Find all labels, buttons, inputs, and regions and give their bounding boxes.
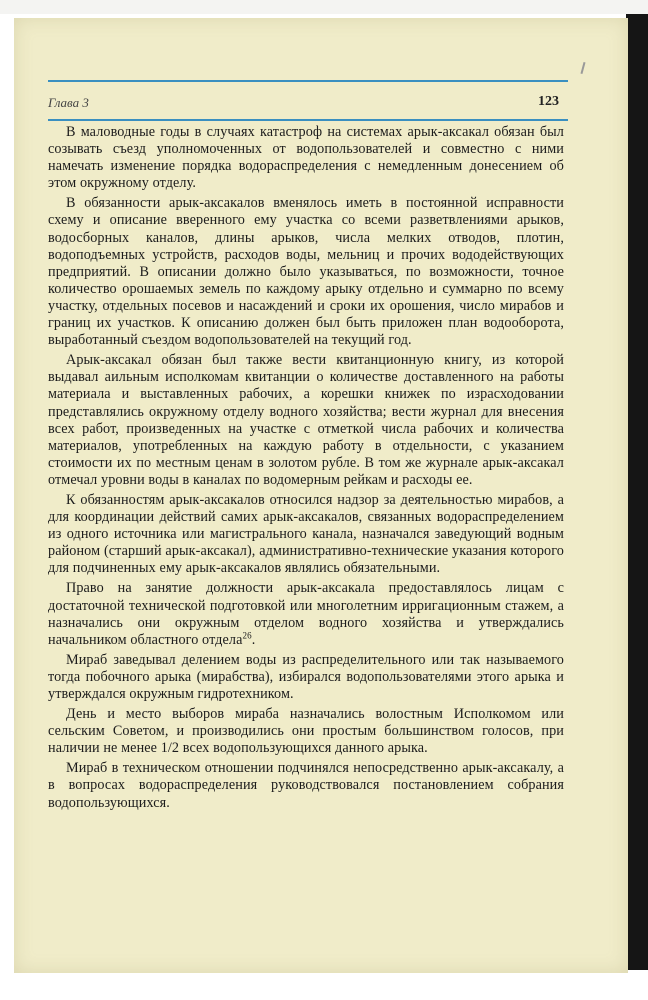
footnote-reference: 26 (242, 629, 252, 640)
header-rule-top (48, 80, 568, 82)
paragraph: День и место выборов мираба назначались волостным Исполкомом или сельским Советом, и производились они простым большинством голосов, при наличии не менее 1/2 всех водопользующихся данного арыка. (48, 706, 564, 757)
paragraph: К обязанностям арык-аксакалов относился надзор за деятельностью мирабов, а для координации действий самих арык-аксакалов, связанных водораспределением из одного источника или магистрального канала, назначался заведующий водным районом (старший арык-аксакал), административно-технические указания которого для подчиненных ему арык-аксакалов являлись обязательными. (48, 491, 564, 577)
scan-top-margin (0, 0, 648, 14)
page-body (48, 124, 564, 815)
paragraph-text: Право на занятие должности арык-аксакала предоставлялось лицам с достаточной технической подготовкой или многолетним ирригационным стажем, а назначались они окружным отделом водного хозяйства и утверждались начальником областного отдела (48, 580, 564, 648)
paragraph: В обязанности арык-аксакалов вменялось иметь в постоянной исправности схему и описание вверенного ему участка со всеми разветвлениями арыков, водосборных каналов, длины арыков, числа мелких отводов, плотин, водоподъемных устройств, расходов воды, мельниц и прочих вододействующих предприятий. В описании должно было указываться, по возможности, точное количество орошаемых земель по каждому арыку отдельно и суммарно по всему участку, отдельных посевов и насаждений и сроки их орошения, число мирабов и границ их участков. К описанию должен был быть приложен план водооборота, выработанный съездом водопользователей на текущий год. (48, 195, 564, 349)
header-rule-bottom (48, 119, 568, 121)
page-number: 123 (538, 94, 559, 109)
running-header-chapter: Глава 3 (48, 95, 89, 110)
paragraph: В маловодные годы в случаях катастроф на системах арык-аксакал обязан был созывать съезд уполномоченных от водопользователей и совместно с ними намечать изменение порядка водораспределения с немедленным донесением об этом окружному отделу. (48, 124, 564, 192)
paragraph-with-footnote (48, 580, 564, 648)
paragraph: Мираб заведывал делением воды из распределительного или так называемого тогда побочного арыка (мирабства), избирался водопользователями этого арыка и утверждался окружным гидротехником. (48, 651, 564, 702)
paragraph: Мираб в техническом отношении подчинялся непосредственно арык-аксакалу, а в вопросах водораспределения руководствовался постановлением собрания водопользующихся. (48, 760, 564, 811)
paragraph-period: . (251, 631, 256, 648)
scan-dark-edge (626, 14, 648, 970)
paragraph: Арык-аксакал обязан был также вести квитанционную книгу, из которой выдавал аильным исполкомам квитанции о количестве доставленного на работы материала и выставленных рабочих, а корешки книжек по израсходовании представлялись окружному отделу водного хозяйства; вести журнал для внесения всех работ, произведенных на участке с отметкой числа рабочих и количества материалов, употребленных на каждую работу в отдельности, с указанием стоимости их по местным ценам в золотом рубле. В том же журнале арык-аксакал отмечал уровни воды в каналах по водомерным рейкам и расходы ее. (48, 352, 564, 488)
